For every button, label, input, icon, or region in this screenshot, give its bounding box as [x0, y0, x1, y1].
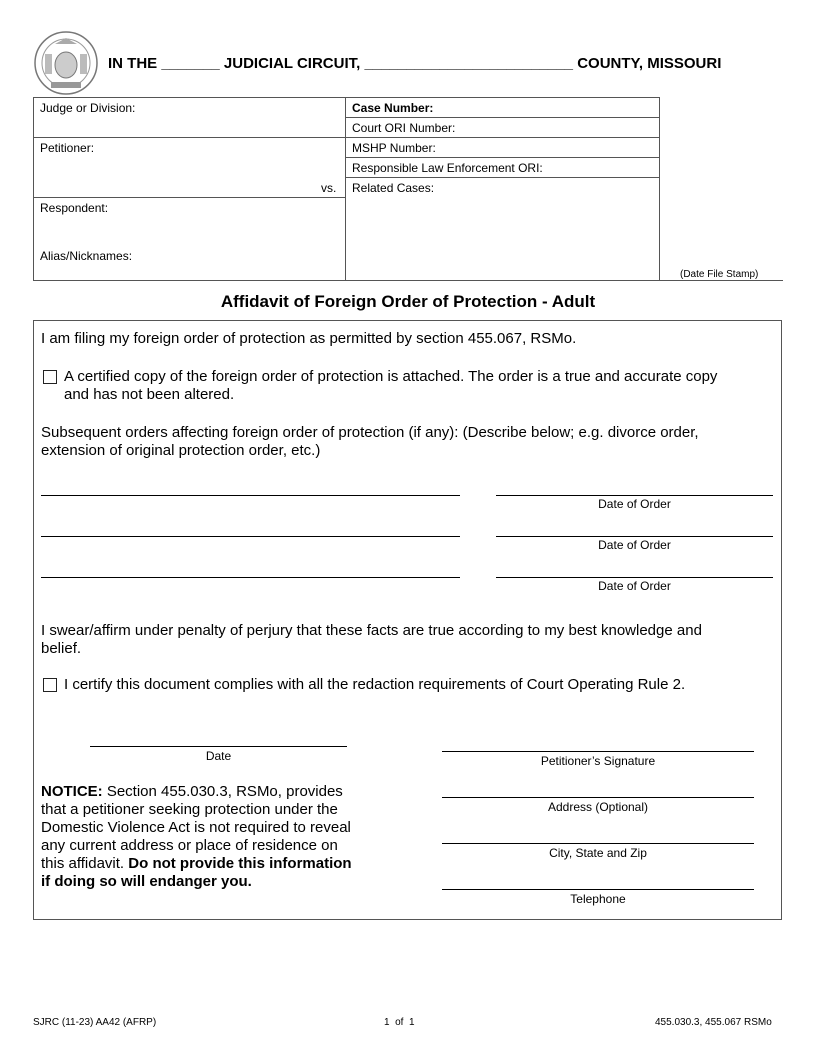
court-ori-label: Court ORI Number:	[352, 121, 456, 135]
page-number: 1 of 1	[384, 1017, 415, 1028]
mshp-label: MSHP Number:	[352, 141, 436, 155]
certified-copy-text-1: A certified copy of the foreign order of protection is attached. The order is a true and accurate copy	[64, 368, 718, 385]
date-of-order-line[interactable]	[496, 577, 773, 578]
petitioner-signature-line[interactable]	[442, 751, 754, 752]
date-of-order-line[interactable]	[496, 495, 773, 496]
redaction-certify-text: I certify this document complies with all the redaction requirements of Court Operating Rule 2.	[64, 676, 686, 693]
notice-warning: if doing so will endanger you.	[41, 873, 252, 890]
order-description-line[interactable]	[41, 495, 460, 496]
statutes: 455.030.3, 455.067 RSMo	[655, 1017, 772, 1028]
notice-line: Section 455.030.3, RSMo, provides	[102, 783, 343, 800]
redaction-certify-checkbox[interactable]	[43, 678, 57, 692]
form-id: SJRC (11-23) AA42 (AFRP)	[33, 1017, 157, 1028]
intro-text: I am filing my foreign order of protection as permitted by section 455.067, RSMo.	[41, 330, 577, 347]
date-of-order-label: Date of Order	[598, 497, 671, 511]
swear-text-2: belief.	[41, 640, 82, 657]
respondent-label: Respondent:	[40, 201, 109, 215]
case-caption	[33, 97, 783, 281]
missouri-seal-icon	[33, 30, 99, 96]
subsequent-orders-text-1: Subsequent orders affecting foreign order of protection (if any): (Describe below; e.g. divorce order,	[41, 424, 699, 441]
notice-block	[41, 783, 401, 891]
address-label: Address (Optional)	[547, 800, 649, 814]
date-file-stamp: (Date File Stamp)	[680, 269, 759, 280]
date-of-order-label: Date of Order	[598, 538, 671, 552]
court-title: IN THE _______ JUDICIAL CIRCUIT, _________________________ COUNTY, MISSOURI	[108, 55, 722, 72]
date-signature-line[interactable]	[90, 746, 347, 747]
certified-copy-checkbox[interactable]	[43, 370, 57, 384]
alias-label: Alias/Nicknames:	[40, 249, 133, 263]
vs-label: vs.	[321, 181, 337, 195]
affidavit-body	[33, 320, 782, 920]
notice-line: any current address or place of residence on	[41, 837, 338, 854]
subsequent-orders-text-2: extension of original protection order, etc.)	[41, 442, 321, 459]
city-state-zip-line[interactable]	[442, 843, 754, 844]
certified-copy-text-2: and has not been altered.	[64, 386, 235, 403]
address-line[interactable]	[442, 797, 754, 798]
case-number-label: Case Number:	[352, 101, 434, 115]
judge-division-label: Judge or Division:	[40, 101, 136, 115]
notice-warning: Do not provide this information	[124, 855, 352, 872]
notice-line: this affidavit.	[41, 855, 125, 872]
form-title: Affidavit of Foreign Order of Protection - Adult	[220, 292, 596, 311]
notice-line: that a petitioner seeking protection under the	[41, 801, 338, 818]
date-of-order-label: Date of Order	[598, 579, 671, 593]
responsible-ori-label: Responsible Law Enforcement ORI:	[352, 161, 543, 175]
related-cases-label: Related Cases:	[352, 181, 435, 195]
notice-line: Domestic Violence Act is not required to reveal	[41, 819, 351, 836]
date-of-order-line[interactable]	[496, 536, 773, 537]
swear-text-1: I swear/affirm under penalty of perjury that these facts are true according to my best knowledge and	[41, 622, 702, 639]
petitioner-signature-label: Petitioner’s Signature	[540, 754, 656, 768]
order-description-line[interactable]	[41, 577, 460, 578]
notice-label: NOTICE:	[41, 783, 103, 800]
city-state-zip-label: City, State and Zip	[549, 846, 647, 860]
date-label: Date	[205, 749, 232, 763]
telephone-line[interactable]	[442, 889, 754, 890]
order-description-line[interactable]	[41, 536, 460, 537]
petitioner-label: Petitioner:	[40, 141, 95, 155]
telephone-label: Telephone	[570, 892, 626, 906]
